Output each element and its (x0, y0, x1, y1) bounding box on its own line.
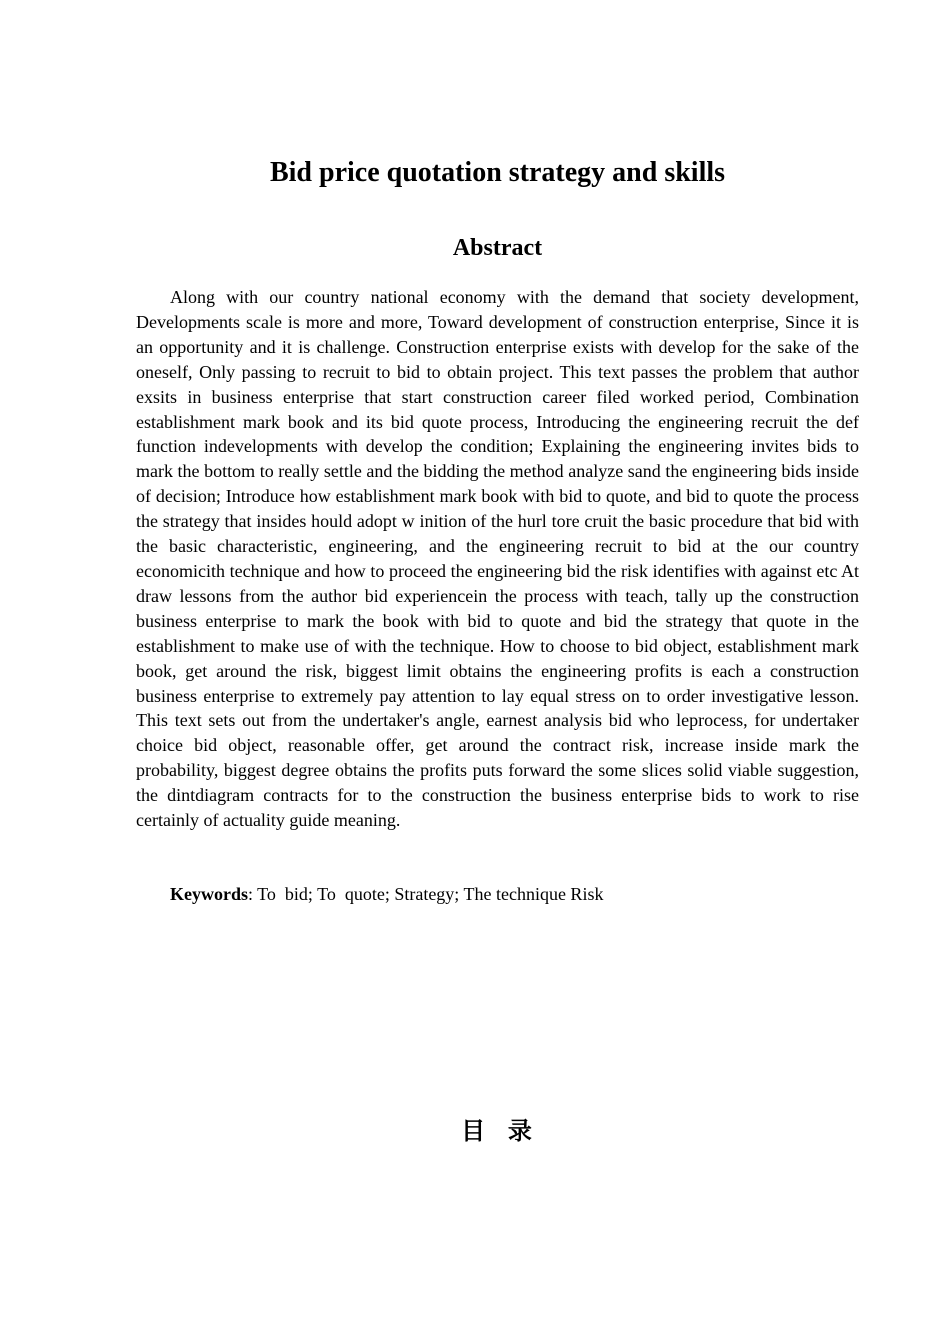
table-of-contents-heading: 目 录 (461, 1117, 534, 1145)
abstract-paragraph: Along with our country national economy with the demand that society development, Developments scale is more and more, Toward development of construction enterprise, Since it is an opportunity and it is challenge. Construction enterprise exists with develop for the sake of the oneself, Only passing to recruit to bid to obtain project. This text passes the problem that author exsits in business enterprise that start construction career filed worked period, Combination establishment mark book and its bid quote process, Introducing the engineering recruit the def function indevelopments with develop the condition; Explaining the engineering invites bids to mark the bottom to really settle and the bidding the method analyze sand the engineering bids inside of decision; Introduce how establishment mark book with bid to quote, and bid to quote the process the strategy that insides hould adopt w inition of the hurl tore cruit the basic procedure that bid with the basic characteristic, engineering, and the engineering recruit to bid at the our country economicith technique and how to proceed the engineering bid the risk identifies with against etc At draw lessons from the author bid experiencein the process with teach, tally up the construction business enterprise to mark the book with bid to quote and bid the strategy that quote in the establishment to make use of with the technique. How to choose to bid object, establishment mark book, get around the risk, biggest limit obtains the engineering profits is each a construction business enterprise to extremely pay attention to lay equal stress on to order investigative lesson. This text sets out from the undertaker's angle, earnest analysis bid who leprocess, for undertaker choice bid object, reasonable offer, get around the contract risk, increase inside mark the probability, biggest degree obtains the profits puts forward the some slices solid viable suggestion, the dintdiagram contracts for to the construction the business enterprise bids to work to rise certainly of actuality guide meaning. (136, 287, 859, 831)
abstract-heading: Abstract (452, 235, 543, 261)
keywords-text: : To bid; To quote; Strategy; The technique Risk (248, 884, 604, 904)
document-title: Bid price quotation strategy and skills (269, 157, 726, 188)
keywords-label: Keywords (170, 884, 248, 904)
keywords-line (170, 882, 859, 907)
